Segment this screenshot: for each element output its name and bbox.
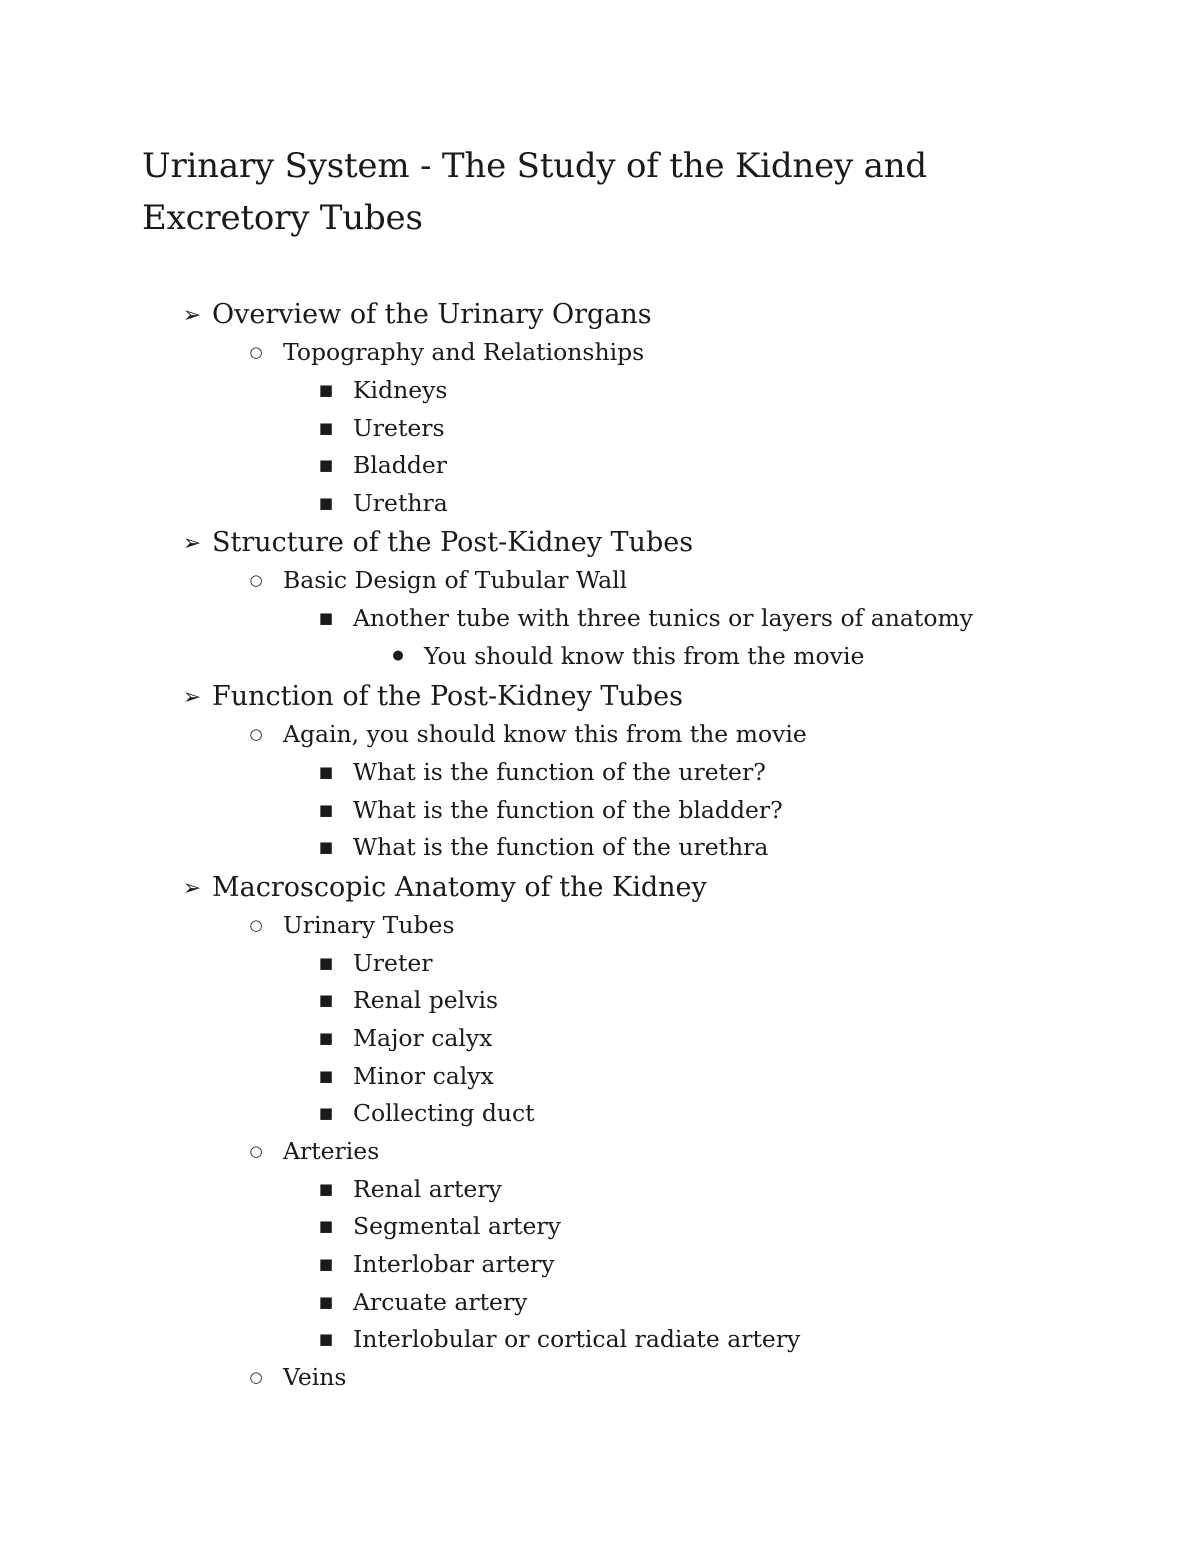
hollow-circle-bullet-icon: ○ (249, 915, 263, 934)
subsection-item (0, 905, 1200, 943)
subsection-label: Again, you should know this from the movie (283, 719, 807, 748)
section-heading (0, 674, 1200, 714)
list-item-label: What is the function of the ureter? (353, 757, 766, 786)
square-bullet-icon: ■ (318, 1254, 334, 1273)
section-heading (0, 292, 1200, 332)
list-item (0, 1018, 1200, 1056)
list-item (0, 408, 1200, 446)
sub-list-item (0, 636, 1200, 674)
subsection-label: Urinary Tubes (283, 910, 455, 939)
subsection-item (0, 1357, 1200, 1395)
section-heading (0, 520, 1200, 560)
hollow-circle-bullet-icon: ○ (249, 724, 263, 743)
document-title: Urinary System - The Study of the Kidney and Excretory Tubes (142, 146, 927, 238)
section-heading-label: Overview of the Urinary Organs (212, 299, 652, 330)
square-bullet-icon: ■ (318, 1292, 334, 1311)
square-bullet-icon: ■ (318, 493, 334, 512)
list-item-label: Minor calyx (353, 1061, 494, 1090)
list-item-label: Another tube with three tunics or layers of anatomy (353, 604, 974, 633)
subsection-item (0, 714, 1200, 752)
hollow-circle-bullet-icon: ○ (249, 1141, 263, 1160)
filled-circle-bullet-icon: ● (392, 647, 404, 663)
subsection-label: Veins (283, 1362, 347, 1391)
list-item (0, 1056, 1200, 1094)
list-item (0, 1093, 1200, 1131)
list-item-label: Ureters (353, 413, 445, 442)
list-item (0, 980, 1200, 1018)
section-heading-label: Macroscopic Anatomy of the Kidney (212, 871, 707, 903)
list-item (0, 483, 1200, 521)
list-item-label: What is the function of the bladder? (353, 795, 783, 824)
square-bullet-icon: ■ (318, 991, 334, 1010)
subsection-item (0, 560, 1200, 598)
hollow-circle-bullet-icon: ○ (249, 343, 263, 361)
list-item-label: Segmental artery (353, 1212, 561, 1241)
list-item-label: Major calyx (353, 1023, 493, 1052)
list-item (0, 598, 1200, 636)
subsection-label: Arteries (283, 1136, 380, 1165)
list-item (0, 370, 1200, 408)
list-item (0, 1169, 1200, 1207)
subsection-label: Basic Design of Tubular Wall (283, 566, 628, 595)
list-item-label: Interlobar artery (353, 1249, 555, 1278)
list-item (0, 445, 1200, 483)
list-item-label: Interlobular or cortical radiate artery (353, 1325, 801, 1354)
list-item-label: Bladder (353, 451, 448, 480)
outline-list (0, 292, 1200, 1395)
list-item-label: Renal artery (353, 1174, 502, 1203)
section-heading-label: Function of the Post-Kidney Tubes (212, 680, 683, 712)
square-bullet-icon: ■ (318, 762, 334, 781)
hollow-circle-bullet-icon: ○ (249, 571, 263, 590)
square-bullet-icon: ■ (318, 1217, 334, 1236)
subsection-label: Topography and Relationships (283, 338, 645, 366)
list-item (0, 752, 1200, 790)
list-item-label: What is the function of the urethra (353, 833, 769, 862)
arrow-bullet-icon: ➢ (182, 303, 202, 328)
square-bullet-icon: ■ (318, 1179, 334, 1198)
square-bullet-icon: ■ (318, 838, 334, 857)
list-item (0, 827, 1200, 865)
square-bullet-icon: ■ (318, 953, 334, 972)
list-item-label: Renal pelvis (353, 986, 499, 1015)
square-bullet-icon: ■ (318, 800, 334, 819)
list-item (0, 1244, 1200, 1282)
list-item-label: Arcuate artery (353, 1287, 528, 1316)
list-item (0, 1319, 1200, 1357)
subsection-item (0, 332, 1200, 370)
list-item (0, 790, 1200, 828)
list-item-label: Collecting duct (353, 1099, 535, 1128)
list-item-label: Kidneys (353, 376, 448, 404)
list-item-label: Ureter (353, 948, 433, 977)
subsection-item (0, 1131, 1200, 1169)
arrow-bullet-icon: ➢ (182, 684, 202, 710)
arrow-bullet-icon: ➢ (182, 531, 202, 557)
list-item (0, 1206, 1200, 1244)
square-bullet-icon: ■ (318, 381, 334, 399)
square-bullet-icon: ■ (318, 1066, 334, 1085)
square-bullet-icon: ■ (318, 1028, 334, 1047)
section-heading-label: Structure of the Post-Kidney Tubes (212, 527, 694, 559)
list-item (0, 1282, 1200, 1320)
square-bullet-icon: ■ (318, 609, 334, 628)
list-item-label: Urethra (353, 488, 448, 517)
arrow-bullet-icon: ➢ (182, 875, 202, 901)
list-item (0, 943, 1200, 981)
hollow-circle-bullet-icon: ○ (249, 1367, 263, 1386)
sub-list-item-label: You should know this from the movie (424, 641, 865, 670)
section-heading (0, 865, 1200, 905)
square-bullet-icon: ■ (318, 418, 334, 437)
square-bullet-icon: ■ (318, 1104, 334, 1123)
square-bullet-icon: ■ (318, 1330, 334, 1349)
square-bullet-icon: ■ (318, 456, 334, 475)
